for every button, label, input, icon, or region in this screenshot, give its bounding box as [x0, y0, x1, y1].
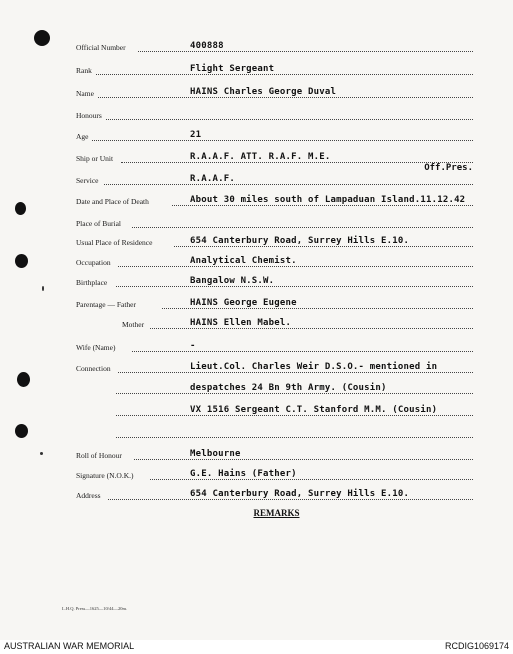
row-connection-cont — [76, 424, 473, 440]
row-official-number — [76, 38, 473, 54]
punch-hole — [15, 202, 26, 215]
row-address — [76, 486, 473, 502]
value-name: HAINS Charles George Duval — [190, 87, 337, 97]
row-occupation — [76, 253, 473, 269]
value-roll-of-honour: Melbourne — [190, 449, 241, 459]
value-address: 654 Canterbury Road, Surrey Hills E.10. — [190, 489, 410, 499]
row-place-of-burial — [76, 214, 473, 230]
row-honours — [76, 106, 473, 122]
punch-hole — [15, 424, 28, 438]
label-birthplace: Birthplace — [76, 278, 108, 287]
archive-footer — [0, 640, 513, 654]
punch-hole — [17, 372, 30, 387]
value-date-place-death: About 30 miles south of Lampaduan Island.11.12.42 — [190, 195, 466, 205]
row-signature — [76, 466, 473, 482]
label-official-number: Official Number — [76, 43, 126, 52]
remarks-heading: REMARKS — [253, 508, 300, 518]
value-connection-line: Lieut.Col. Charles Weir D.S.O.- mentioned in — [190, 362, 438, 372]
label-connection: Connection — [76, 364, 111, 373]
label-age: Age — [76, 132, 89, 141]
row-rank — [76, 61, 473, 77]
label-signature: Signature (N.O.K.) — [76, 471, 134, 480]
footer-record-id: RCDIG1069174 — [444, 641, 509, 651]
label-service: Service — [76, 176, 99, 185]
label-usual-residence: Usual Place of Residence — [76, 238, 153, 247]
label-place-of-burial: Place of Burial — [76, 219, 121, 228]
label-honours: Honours — [76, 111, 102, 120]
label-wife: Wife (Name) — [76, 343, 116, 352]
value-mother: HAINS Ellen Mabel. — [190, 318, 292, 328]
row-mother — [76, 315, 473, 331]
row-birthplace — [76, 273, 473, 289]
label-occupation: Occupation — [76, 258, 111, 267]
punch-hole — [15, 254, 28, 268]
label-address: Address — [76, 491, 101, 500]
value-birthplace: Bangalow N.S.W. — [190, 276, 275, 286]
row-connection — [76, 359, 473, 375]
label-date-place-death: Date and Place of Death — [76, 197, 149, 206]
value-wife: - — [190, 341, 196, 351]
row-connection-cont — [76, 402, 473, 418]
service-note: Off.Pres. — [424, 163, 473, 173]
label-father: Parentage — Father — [76, 300, 136, 309]
value-signature: G.E. Hains (Father) — [190, 469, 297, 479]
row-service — [76, 163, 473, 187]
label-name: Name — [76, 89, 94, 98]
punch-hole — [34, 30, 50, 46]
row-age — [76, 127, 473, 143]
value-rank: Flight Sergeant — [190, 64, 275, 74]
printer-note: L.H.Q. Press—1625—10/44—20m. — [62, 606, 128, 611]
value-ship-or-unit: R.A.A.F. ATT. R.A.F. M.E. — [190, 152, 331, 162]
value-official-number: 400888 — [190, 41, 224, 51]
footer-institution: AUSTRALIAN WAR MEMORIAL — [4, 641, 135, 651]
value-service: R.A.A.F. — [190, 174, 235, 184]
row-roll-of-honour — [76, 446, 473, 462]
value-connection-line: despatches 24 Bn 9th Army. (Cousin) — [190, 383, 387, 393]
row-usual-residence — [76, 233, 473, 249]
paper-mark — [40, 452, 43, 455]
label-ship-or-unit: Ship or Unit — [76, 154, 114, 163]
label-mother: Mother — [122, 320, 145, 329]
label-roll-of-honour: Roll of Honour — [76, 451, 122, 460]
row-wife — [76, 338, 473, 354]
value-father: HAINS George Eugene — [190, 298, 297, 308]
row-date-place-death — [76, 192, 473, 208]
value-connection-line: VX 1516 Sergeant C.T. Stanford M.M. (Cousin) — [190, 405, 438, 415]
row-ship-or-unit — [76, 149, 473, 165]
value-usual-residence: 654 Canterbury Road, Surrey Hills E.10. — [190, 236, 410, 246]
paper-mark — [42, 286, 44, 291]
row-connection-cont — [76, 380, 473, 396]
value-occupation: Analytical Chemist. — [190, 256, 297, 266]
label-rank: Rank — [76, 66, 92, 75]
value-age: 21 — [190, 130, 202, 140]
row-father — [76, 295, 473, 311]
row-name — [76, 84, 473, 100]
